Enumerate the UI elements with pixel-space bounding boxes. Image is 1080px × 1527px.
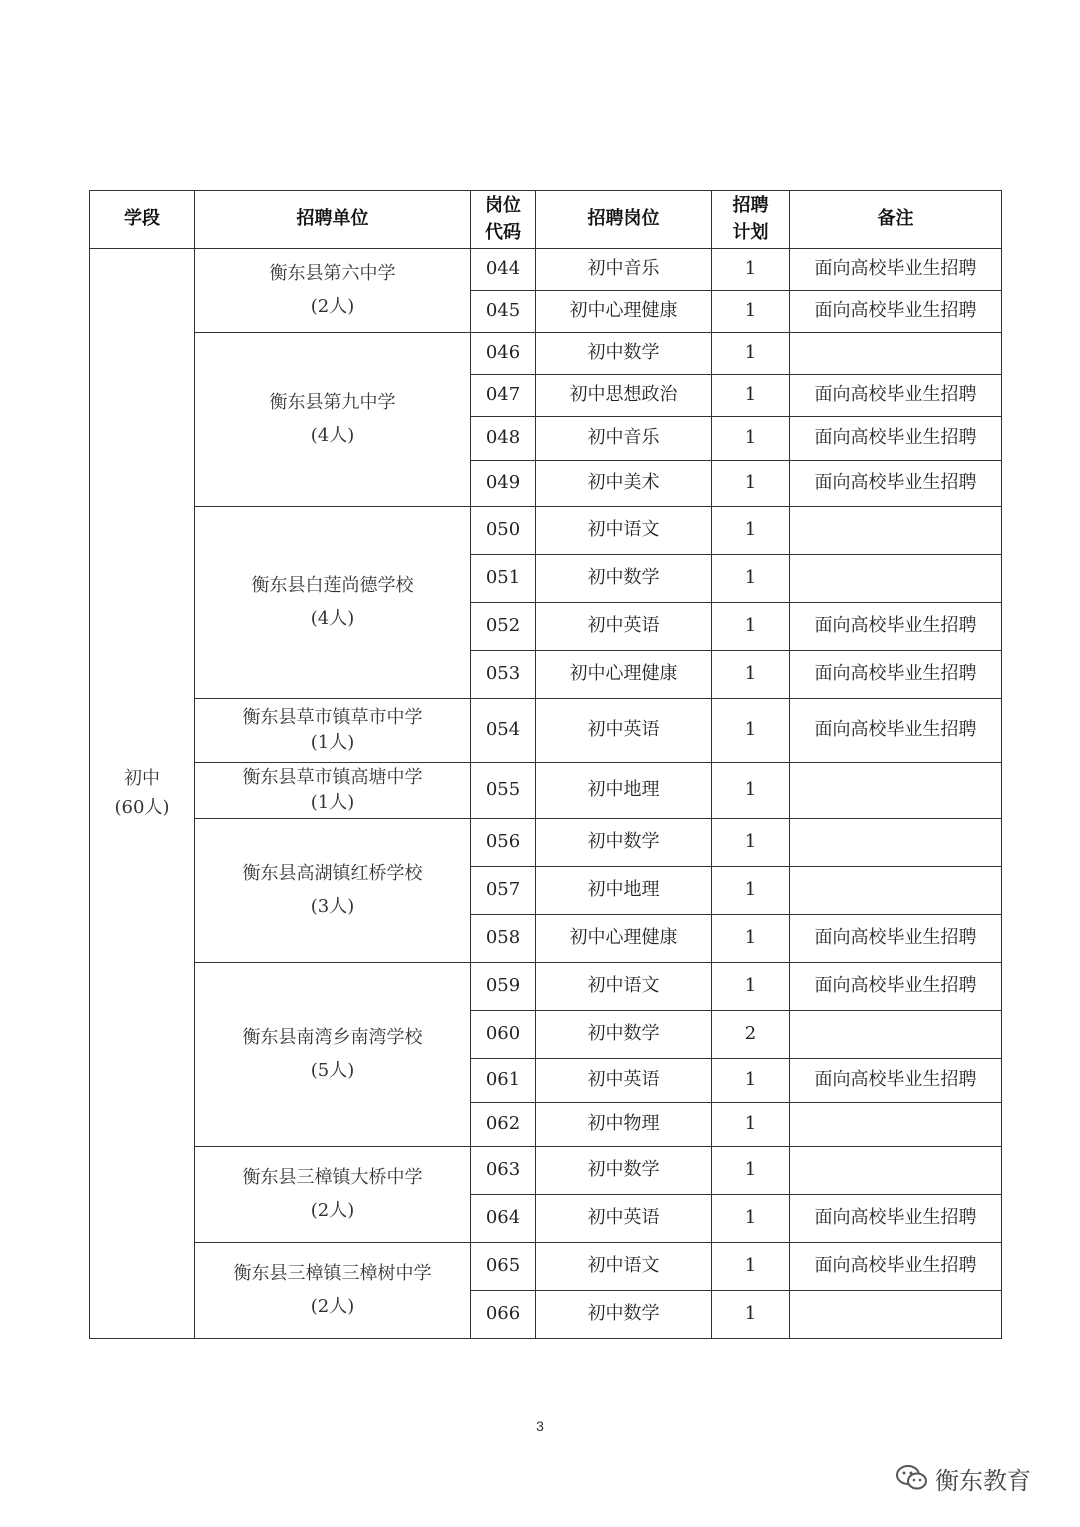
header-unit: 招聘单位 xyxy=(195,191,471,249)
table-row xyxy=(90,1243,1002,1291)
position-cell: 初中心理健康 xyxy=(536,915,712,963)
table-row xyxy=(90,1147,1002,1195)
unit-count: (1人) xyxy=(310,731,355,753)
header-code-line2: 代码 xyxy=(485,221,521,243)
code-cell: 048 xyxy=(471,417,536,461)
remark-cell xyxy=(790,867,1002,915)
plan-cell: 1 xyxy=(712,603,790,651)
position-cell: 初中心理健康 xyxy=(536,291,712,333)
position-cell: 初中语文 xyxy=(536,507,712,555)
plan-cell: 1 xyxy=(712,867,790,915)
remark-cell: 面向高校毕业生招聘 xyxy=(790,461,1002,507)
stage-cell xyxy=(90,249,195,1339)
header-code-line1: 岗位 xyxy=(485,195,521,217)
plan-cell: 1 xyxy=(712,699,790,763)
plan-cell: 1 xyxy=(712,291,790,333)
table-row xyxy=(90,699,1002,763)
header-remark: 备注 xyxy=(790,191,1002,249)
code-cell: 051 xyxy=(471,555,536,603)
remark-cell: 面向高校毕业生招聘 xyxy=(790,1243,1002,1291)
code-cell: 063 xyxy=(471,1147,536,1195)
plan-cell: 1 xyxy=(712,461,790,507)
plan-cell: 1 xyxy=(712,763,790,819)
code-cell: 053 xyxy=(471,651,536,699)
position-cell: 初中英语 xyxy=(536,603,712,651)
remark-cell: 面向高校毕业生招聘 xyxy=(790,915,1002,963)
plan-cell: 1 xyxy=(712,417,790,461)
table-row xyxy=(90,819,1002,867)
remark-cell: 面向高校毕业生招聘 xyxy=(790,417,1002,461)
plan-cell: 1 xyxy=(712,1103,790,1147)
code-cell: 054 xyxy=(471,699,536,763)
code-cell: 052 xyxy=(471,603,536,651)
unit-count: (2人) xyxy=(310,1199,355,1221)
code-cell: 047 xyxy=(471,375,536,417)
table-row xyxy=(90,963,1002,1011)
unit-count: (4人) xyxy=(310,607,355,629)
remark-cell: 面向高校毕业生招聘 xyxy=(790,699,1002,763)
position-cell: 初中语文 xyxy=(536,1243,712,1291)
position-cell: 初中心理健康 xyxy=(536,651,712,699)
plan-cell: 1 xyxy=(712,819,790,867)
code-cell: 057 xyxy=(471,867,536,915)
stage-name: 初中 xyxy=(124,768,160,789)
unit-count: (2人) xyxy=(310,1295,355,1317)
unit-name: 衡东县第九中学 xyxy=(269,392,396,413)
remark-cell xyxy=(790,1011,1002,1059)
header-position: 招聘岗位 xyxy=(536,191,712,249)
code-cell: 050 xyxy=(471,507,536,555)
plan-cell: 1 xyxy=(712,1243,790,1291)
remark-cell: 面向高校毕业生招聘 xyxy=(790,1059,1002,1103)
watermark xyxy=(895,1458,1031,1498)
unit-name: 衡东县草市镇高塘中学 xyxy=(242,767,423,788)
code-cell: 045 xyxy=(471,291,536,333)
remark-cell: 面向高校毕业生招聘 xyxy=(790,249,1002,291)
position-cell: 初中物理 xyxy=(536,1103,712,1147)
page-number: 3 xyxy=(536,1418,544,1434)
position-cell: 初中英语 xyxy=(536,699,712,763)
unit-cell xyxy=(195,507,471,699)
header-plan-line2: 计划 xyxy=(732,221,769,243)
position-cell: 初中地理 xyxy=(536,763,712,819)
code-cell: 046 xyxy=(471,333,536,375)
watermark-text: 衡东教育 xyxy=(935,1466,1031,1495)
unit-name: 衡东县南湾乡南湾学校 xyxy=(242,1027,423,1048)
unit-name: 衡东县草市镇草市中学 xyxy=(242,707,423,728)
position-cell: 初中数学 xyxy=(536,1011,712,1059)
position-cell: 初中数学 xyxy=(536,1147,712,1195)
remark-cell: 面向高校毕业生招聘 xyxy=(790,375,1002,417)
unit-cell xyxy=(195,249,471,333)
code-cell: 049 xyxy=(471,461,536,507)
code-cell: 065 xyxy=(471,1243,536,1291)
position-cell: 初中数学 xyxy=(536,819,712,867)
plan-cell: 1 xyxy=(712,1147,790,1195)
table-row xyxy=(90,507,1002,555)
plan-cell: 1 xyxy=(712,507,790,555)
position-cell: 初中英语 xyxy=(536,1059,712,1103)
unit-cell xyxy=(195,763,471,819)
unit-count: (2人) xyxy=(310,295,355,317)
plan-cell: 1 xyxy=(712,249,790,291)
position-cell: 初中音乐 xyxy=(536,417,712,461)
remark-cell: 面向高校毕业生招聘 xyxy=(790,963,1002,1011)
table-row xyxy=(90,333,1002,375)
remark-cell: 面向高校毕业生招聘 xyxy=(790,1195,1002,1243)
plan-cell: 1 xyxy=(712,1291,790,1339)
position-cell: 初中地理 xyxy=(536,867,712,915)
code-cell: 064 xyxy=(471,1195,536,1243)
unit-count: (3人) xyxy=(310,895,355,917)
header-plan xyxy=(712,191,790,249)
unit-count: (1人) xyxy=(310,791,355,813)
code-cell: 056 xyxy=(471,819,536,867)
remark-cell xyxy=(790,763,1002,819)
unit-name: 衡东县高湖镇红桥学校 xyxy=(242,863,423,884)
plan-cell: 1 xyxy=(712,963,790,1011)
unit-name: 衡东县第六中学 xyxy=(269,263,396,284)
code-cell: 058 xyxy=(471,915,536,963)
position-cell: 初中英语 xyxy=(536,1195,712,1243)
table-row xyxy=(90,249,1002,291)
unit-count: (4人) xyxy=(310,424,355,446)
plan-cell: 1 xyxy=(712,915,790,963)
header-plan-line1: 招聘 xyxy=(732,195,769,217)
code-cell: 062 xyxy=(471,1103,536,1147)
remark-cell: 面向高校毕业生招聘 xyxy=(790,291,1002,333)
remark-cell xyxy=(790,555,1002,603)
unit-cell xyxy=(195,819,471,963)
table-body xyxy=(90,249,1002,1339)
unit-count: (5人) xyxy=(310,1059,355,1081)
remark-cell: 面向高校毕业生招聘 xyxy=(790,651,1002,699)
wechat-icon xyxy=(895,1463,929,1493)
plan-cell: 1 xyxy=(712,1059,790,1103)
remark-cell xyxy=(790,1291,1002,1339)
position-cell: 初中数学 xyxy=(536,333,712,375)
position-cell: 初中美术 xyxy=(536,461,712,507)
stage-count: (60人) xyxy=(114,796,170,818)
plan-cell: 1 xyxy=(712,375,790,417)
remark-cell xyxy=(790,507,1002,555)
unit-cell xyxy=(195,1147,471,1243)
remark-cell: 面向高校毕业生招聘 xyxy=(790,603,1002,651)
plan-cell: 1 xyxy=(712,651,790,699)
code-cell: 066 xyxy=(471,1291,536,1339)
remark-cell xyxy=(790,1103,1002,1147)
plan-cell: 2 xyxy=(712,1011,790,1059)
table-row xyxy=(90,763,1002,819)
remark-cell xyxy=(790,333,1002,375)
code-cell: 055 xyxy=(471,763,536,819)
code-cell: 060 xyxy=(471,1011,536,1059)
code-cell: 059 xyxy=(471,963,536,1011)
plan-cell: 1 xyxy=(712,333,790,375)
position-cell: 初中数学 xyxy=(536,1291,712,1339)
position-cell: 初中数学 xyxy=(536,555,712,603)
plan-cell: 1 xyxy=(712,555,790,603)
header-stage: 学段 xyxy=(90,191,195,249)
unit-cell xyxy=(195,333,471,507)
code-cell: 061 xyxy=(471,1059,536,1103)
recruitment-table xyxy=(89,190,1002,1339)
remark-cell xyxy=(790,1147,1002,1195)
code-cell: 044 xyxy=(471,249,536,291)
unit-name: 衡东县三樟镇大桥中学 xyxy=(242,1167,423,1188)
table-header-row xyxy=(90,191,1002,249)
position-cell: 初中语文 xyxy=(536,963,712,1011)
position-cell: 初中音乐 xyxy=(536,249,712,291)
position-cell: 初中思想政治 xyxy=(536,375,712,417)
plan-cell: 1 xyxy=(712,1195,790,1243)
remark-cell xyxy=(790,819,1002,867)
unit-name: 衡东县白莲尚德学校 xyxy=(251,575,414,596)
header-code xyxy=(471,191,536,249)
unit-cell xyxy=(195,963,471,1147)
unit-cell xyxy=(195,699,471,763)
unit-name: 衡东县三樟镇三樟树中学 xyxy=(233,1263,432,1284)
unit-cell xyxy=(195,1243,471,1339)
